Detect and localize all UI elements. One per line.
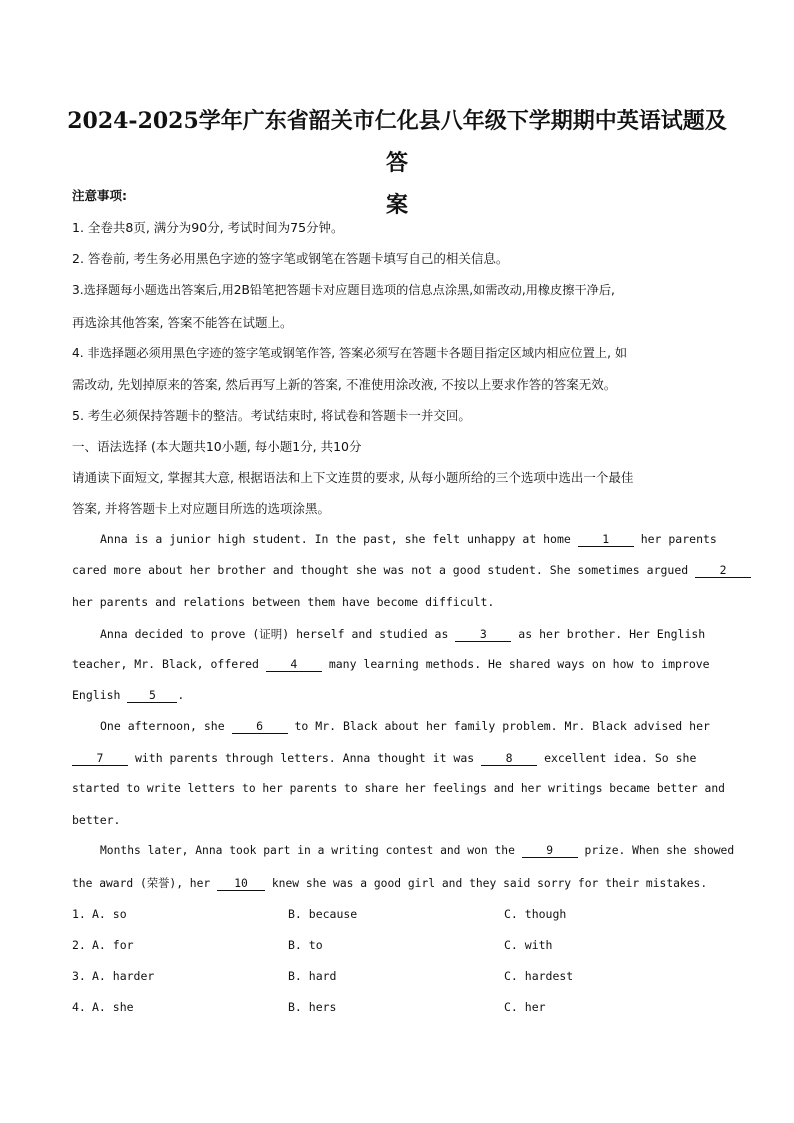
passage-line: Anna decided to prove (证明) herself and studied as 3 as her brother. Her English [100,627,706,641]
section-instruction-b: 答案, 并将答题卡上对应题目所选的选项涂黑。 [72,501,330,516]
section-instruction-a: 请通读下面短文, 掌握其大意, 根据语法和上下文连贯的要求, 从每小题所给的三个选项中选出一个最佳 [72,470,634,485]
option-b: B. hers [288,1000,337,1014]
option-b: B. because [288,907,358,921]
blank-3: 3 [455,628,511,642]
option-a: A. so [92,907,127,921]
option-c: C. hardest [504,969,574,983]
passage-line: started to write letters to her parents to share her feelings and her writings became better and [72,782,725,795]
passage-line: better. [72,813,121,827]
title-line-2: 案 [385,192,408,218]
option-b: B. hard [288,969,337,983]
passage-line: her parents and relations between them have become difficult. [72,595,495,609]
option-number: 2. [72,938,86,952]
note-item-2: 2. 答卷前, 考生务必用黑色字迹的签字笔或钢笔在答题卡填写自己的相关信息。 [72,251,509,266]
passage-line: English 5 . [72,688,185,702]
option-number: 4. [72,1000,86,1014]
blank-8: 8 [481,752,537,766]
blank-9: 9 [522,844,578,858]
blank-4: 4 [266,658,322,672]
blank-5: 5 [127,689,177,703]
option-number: 3. [72,969,86,983]
passage-line: teacher, Mr. Black, offered 4 many learning methods. He shared ways on how to improve [72,657,710,671]
option-c: C. her [504,1000,546,1014]
blank-6: 6 [232,720,288,734]
passage-line: One afternoon, she 6 to Mr. Black about her family problem. Mr. Black advised her [100,719,710,733]
notes-heading: 注意事项: [72,188,127,203]
option-b: B. to [288,938,323,952]
option-c: C. with [504,938,553,952]
passage-line: Anna is a junior high student. In the past, she felt unhappy at home 1 her parents [100,532,717,546]
note-item-3a: 3.选择题每小题选出答案后,用2B铅笔把答题卡对应题目选项的信息点涂黑,如需改动,用橡皮擦干净后, [72,283,615,297]
option-a: A. for [92,938,134,952]
note-item-4b: 需改动, 先划掉原来的答案, 然后再写上新的答案, 不准使用涂改液, 不按以上要求作答的答案无效。 [72,377,617,392]
title-line-1: 2024-2025学年广东省韶关市仁化县八年级下学期期中英语试题及答 [67,108,727,176]
blank-1: 1 [578,533,634,547]
blank-10: 10 [217,877,265,891]
option-a: A. she [92,1000,134,1014]
note-item-1: 1. 全卷共8页, 满分为90分, 考试时间为75分钟。 [72,220,344,235]
passage-line: the award (荣誉), her 10 knew she was a good girl and they said sorry for their mistakes. [72,877,708,890]
option-c: C. though [504,907,567,921]
option-number: 1. [72,907,86,921]
section-heading: 一、语法选择 (本大题共10小题, 每小题1分, 共10分 [72,439,362,454]
passage-line: cared more about her brother and thought she was not a good student. She sometimes argued 2 [72,563,722,578]
passage-line: Months later, Anna took part in a writing contest and won the 9 prize. When she showed [100,844,735,857]
blank-2: 2 [695,564,751,578]
note-item-5: 5. 考生必须保持答题卡的整洁。考试结束时, 将试卷和答题卡一并交回。 [72,408,471,423]
page-title [60,100,734,226]
note-item-4a: 4. 非选择题必须用黑色字迹的签字笔或钢笔作答, 答案必须写在答题卡各题目指定区域内相应位置上, 如 [72,346,628,360]
passage-line: 7 with parents through letters. Anna thought it was 8 excellent idea. So she [72,751,722,766]
note-item-3b: 再选涂其他答案, 答案不能答在试题上。 [72,315,293,330]
blank-7: 7 [72,752,128,766]
option-a: A. harder [92,969,155,983]
